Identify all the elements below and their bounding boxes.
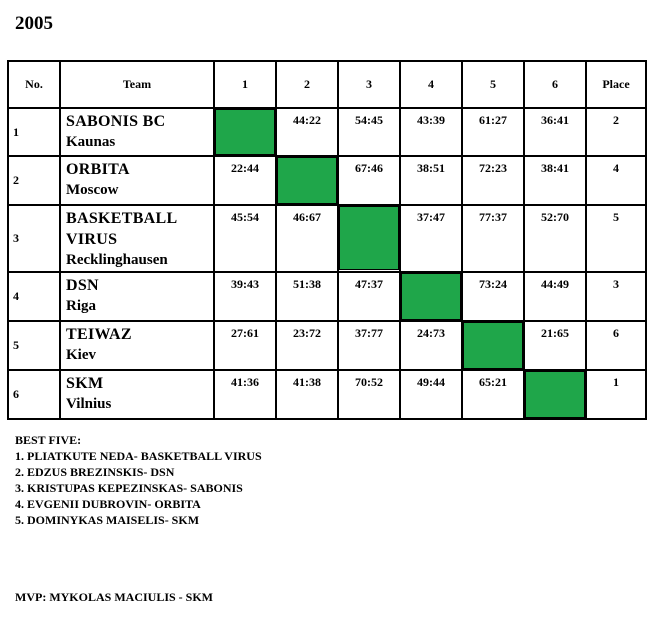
score-cell: 21:65 <box>524 321 586 370</box>
team-cell <box>60 108 214 156</box>
team-city: Recklinghausen <box>66 252 168 268</box>
score-cell: 38:41 <box>524 156 586 205</box>
team-name: DSN <box>66 277 99 294</box>
best-five-item: 5. DOMINYKAS MAISELIS- SKM <box>15 513 200 527</box>
place-cell: 1 <box>586 370 646 419</box>
table-row <box>8 156 646 205</box>
place-cell: 6 <box>586 321 646 370</box>
self-match-cell <box>462 321 524 370</box>
header-col-4: 4 <box>400 61 462 108</box>
score-cell: 43:39 <box>400 108 462 156</box>
row-number: 3 <box>8 205 60 272</box>
header-col-1: 1 <box>214 61 276 108</box>
table-row <box>8 205 646 272</box>
header-col-2: 2 <box>276 61 338 108</box>
header-team: Team <box>60 61 214 108</box>
row-number: 5 <box>8 321 60 370</box>
best-five <box>15 432 262 528</box>
score-cell: 51:38 <box>276 272 338 321</box>
row-number: 4 <box>8 272 60 321</box>
score-cell: 41:38 <box>276 370 338 419</box>
header-col-5: 5 <box>462 61 524 108</box>
team-name: ORBITA <box>66 161 130 178</box>
green-block <box>463 322 523 369</box>
score-cell: 37:77 <box>338 321 400 370</box>
green-block <box>215 109 275 155</box>
best-five-item: 3. KRISTUPAS KEPEZINSKAS- SABONIS <box>15 481 243 495</box>
score-cell: 72:23 <box>462 156 524 205</box>
score-cell: 73:24 <box>462 272 524 321</box>
header-place: Place <box>586 61 646 108</box>
score-cell: 49:44 <box>400 370 462 419</box>
place-cell: 3 <box>586 272 646 321</box>
place-cell: 2 <box>586 108 646 156</box>
team-city: Moscow <box>66 182 119 198</box>
row-number: 6 <box>8 370 60 419</box>
score-cell: 61:27 <box>462 108 524 156</box>
row-number: 1 <box>8 108 60 156</box>
score-cell: 65:21 <box>462 370 524 419</box>
team-city: Riga <box>66 298 96 314</box>
score-cell: 23:72 <box>276 321 338 370</box>
header-col-6: 6 <box>524 61 586 108</box>
team-cell <box>60 205 214 272</box>
self-match-cell <box>400 272 462 321</box>
score-cell: 22:44 <box>214 156 276 205</box>
best-five-item: 2. EDZUS BREZINSKIS- DSN <box>15 465 175 479</box>
score-cell: 27:61 <box>214 321 276 370</box>
score-cell: 45:54 <box>214 205 276 272</box>
best-five-item: 1. PLIATKUTE NEDA- BASKETBALL VIRUS <box>15 449 262 463</box>
header-col-3: 3 <box>338 61 400 108</box>
table-row <box>8 321 646 370</box>
score-cell: 52:70 <box>524 205 586 272</box>
score-cell: 41:36 <box>214 370 276 419</box>
team-name: TEIWAZ <box>66 326 132 343</box>
score-cell: 54:45 <box>338 108 400 156</box>
green-block <box>525 371 585 418</box>
green-block <box>277 157 337 204</box>
score-cell: 46:67 <box>276 205 338 272</box>
table-row <box>8 108 646 156</box>
score-cell: 67:46 <box>338 156 400 205</box>
score-cell: 44:49 <box>524 272 586 321</box>
score-cell: 39:43 <box>214 272 276 321</box>
team-city: Vilnius <box>66 396 112 412</box>
header-no: No. <box>8 61 60 108</box>
score-cell: 38:51 <box>400 156 462 205</box>
best-five-item: 4. EVGENII DUBROVIN- ORBITA <box>15 497 201 511</box>
score-cell: 47:37 <box>338 272 400 321</box>
place-cell: 4 <box>586 156 646 205</box>
team-cell <box>60 156 214 205</box>
self-match-cell <box>276 156 338 205</box>
self-match-cell <box>338 205 400 272</box>
team-name: SABONIS BC <box>66 113 166 130</box>
team-name: SKM <box>66 375 104 392</box>
self-match-cell <box>524 370 586 419</box>
header-row <box>8 61 646 108</box>
score-cell: 37:47 <box>400 205 462 272</box>
team-city: Kiev <box>66 347 96 363</box>
row-number: 2 <box>8 156 60 205</box>
team-name: VIRUS <box>66 231 118 248</box>
team-city: Kaunas <box>66 134 116 150</box>
score-cell: 36:41 <box>524 108 586 156</box>
score-cell: 44:22 <box>276 108 338 156</box>
team-cell <box>60 370 214 419</box>
self-match-cell <box>214 108 276 156</box>
team-cell <box>60 321 214 370</box>
table-row <box>8 370 646 419</box>
page-title: 2005 <box>15 13 53 34</box>
results-table <box>7 60 647 420</box>
team-cell <box>60 272 214 321</box>
table-row <box>8 272 646 321</box>
mvp-text: MVP: MYKOLAS MACIULIS - SKM <box>15 590 213 604</box>
green-block <box>401 273 461 320</box>
best-five-title: BEST FIVE: <box>15 433 82 447</box>
team-name: BASKETBALL <box>66 210 178 227</box>
score-cell: 24:73 <box>400 321 462 370</box>
place-cell: 5 <box>586 205 646 272</box>
score-cell: 77:37 <box>462 205 524 272</box>
green-block <box>339 206 399 270</box>
score-cell: 70:52 <box>338 370 400 419</box>
